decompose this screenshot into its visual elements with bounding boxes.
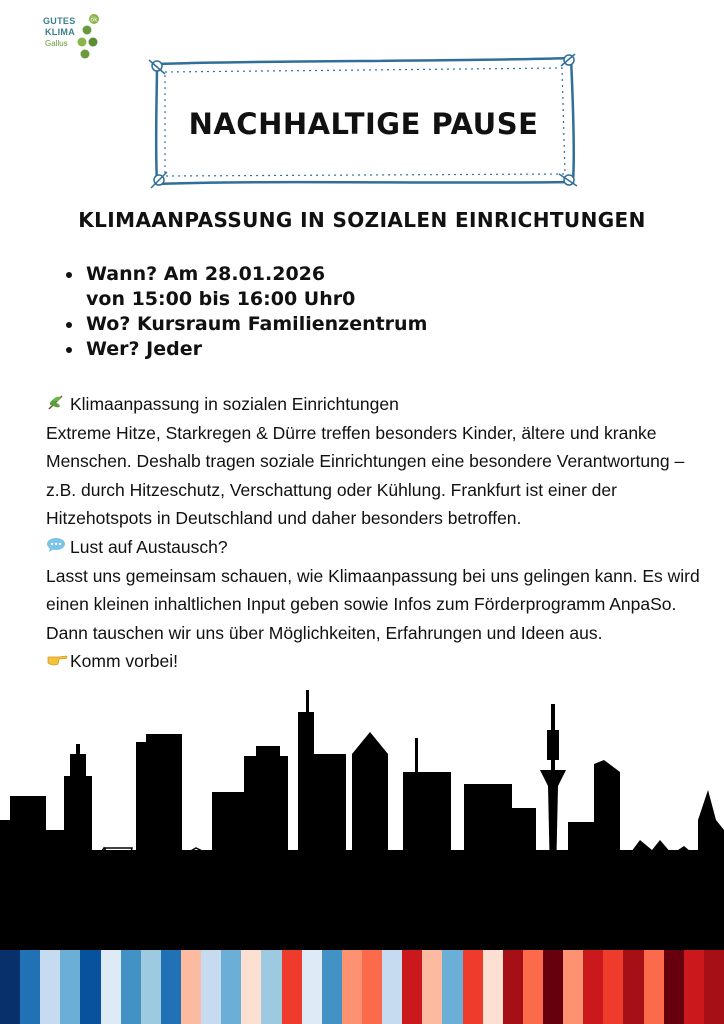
warming-stripe xyxy=(121,950,141,1024)
warming-stripe xyxy=(60,950,80,1024)
pointing-hand-icon xyxy=(46,647,66,676)
warming-stripe xyxy=(644,950,664,1024)
event-info-list xyxy=(62,262,427,362)
warming-stripe xyxy=(302,950,322,1024)
logo xyxy=(40,12,110,64)
description-heading xyxy=(46,390,706,419)
warming-stripe xyxy=(181,950,201,1024)
warming-stripe xyxy=(282,950,302,1024)
warming-stripe xyxy=(563,950,583,1024)
warming-stripe xyxy=(161,950,181,1024)
info-who-text: Wer? Jeder xyxy=(86,338,202,360)
warming-stripe xyxy=(463,950,483,1024)
call-to-action xyxy=(46,647,706,676)
info-when xyxy=(62,262,427,312)
warming-stripe xyxy=(503,950,523,1024)
warming-stripe xyxy=(422,950,442,1024)
warming-stripe xyxy=(402,950,422,1024)
frankfurt-skyline-illustration xyxy=(0,690,724,952)
warming-stripe xyxy=(362,950,382,1024)
warming-stripe xyxy=(704,950,724,1024)
logo-line-3: Gallus xyxy=(45,39,68,48)
info-who xyxy=(62,337,427,362)
info-where xyxy=(62,312,427,337)
warming-stripe xyxy=(0,950,20,1024)
warming-stripes xyxy=(0,950,724,1024)
warming-stripe xyxy=(342,950,362,1024)
warming-stripe xyxy=(40,950,60,1024)
description xyxy=(46,390,706,676)
warming-stripe xyxy=(382,950,402,1024)
warming-stripe xyxy=(483,950,503,1024)
warming-stripe xyxy=(80,950,100,1024)
description-paragraph-2: Lasst uns gemeinsam schauen, wie Klimaanpassung bei uns gelingen kann. Es wird einen kleinen inhaltlichen Input geben sowie Infos zum Förderprogramm AnpaSo. Dann tauschen wir uns über Möglichkeiten, Erfahrungen und Ideen aus. xyxy=(46,565,700,643)
description-paragraph-1: Extreme Hitze, Starkregen & Dürre treffen besonders Kinder, ältere und kranke Menschen. Deshalb tragen soziale Einrichtungen eine besondere Verantwortung – z.B. durch Hitzeschutz, Verschattung oder Kühlung. Frankfurt ist einer der Hitzehotspots in Deutschland und daher besonders betroffen. xyxy=(46,422,685,529)
exchange-heading xyxy=(46,533,706,562)
call-to-action-text: Komm vorbei! xyxy=(70,651,178,672)
description-heading-text: Klimaanpassung in sozialen Einrichtungen xyxy=(70,394,399,414)
bullet-icon xyxy=(66,322,72,328)
warming-stripe xyxy=(623,950,643,1024)
logo-line-1: GUTES xyxy=(43,16,76,26)
bullet-icon xyxy=(66,347,72,353)
warming-stripe xyxy=(523,950,543,1024)
page-title: NACHHALTIGE PAUSE xyxy=(188,107,539,141)
info-when-date: Wann? Am 28.01.2026 xyxy=(86,263,326,285)
exchange-heading-text: Lust auf Austausch? xyxy=(70,536,228,557)
info-when-time: von 15:00 bis 16:00 Uhr0 xyxy=(86,288,356,310)
logo-badge-text: ök xyxy=(90,16,98,24)
warming-stripe xyxy=(221,950,241,1024)
warming-stripe xyxy=(241,950,261,1024)
warming-stripe xyxy=(664,950,684,1024)
warming-stripe xyxy=(442,950,462,1024)
subtitle: KLIMAANPASSUNG IN SOZIALEN EINRICHTUNGEN xyxy=(78,208,646,232)
warming-stripe xyxy=(20,950,40,1024)
leaf-dots-icon xyxy=(74,12,104,64)
speech-bubble-icon xyxy=(46,533,66,562)
herb-icon xyxy=(46,390,66,419)
warming-stripe xyxy=(603,950,623,1024)
warming-stripe xyxy=(201,950,221,1024)
warming-stripe xyxy=(261,950,281,1024)
warming-stripe xyxy=(543,950,563,1024)
warming-stripe xyxy=(101,950,121,1024)
warming-stripe xyxy=(583,950,603,1024)
title-frame xyxy=(145,52,582,194)
logo-line-2: KLIMA xyxy=(45,27,75,37)
warming-stripe xyxy=(141,950,161,1024)
info-where-text: Wo? Kursraum Familienzentrum xyxy=(86,313,428,335)
bullet-icon xyxy=(66,272,72,278)
warming-stripe xyxy=(684,950,704,1024)
warming-stripe xyxy=(322,950,342,1024)
